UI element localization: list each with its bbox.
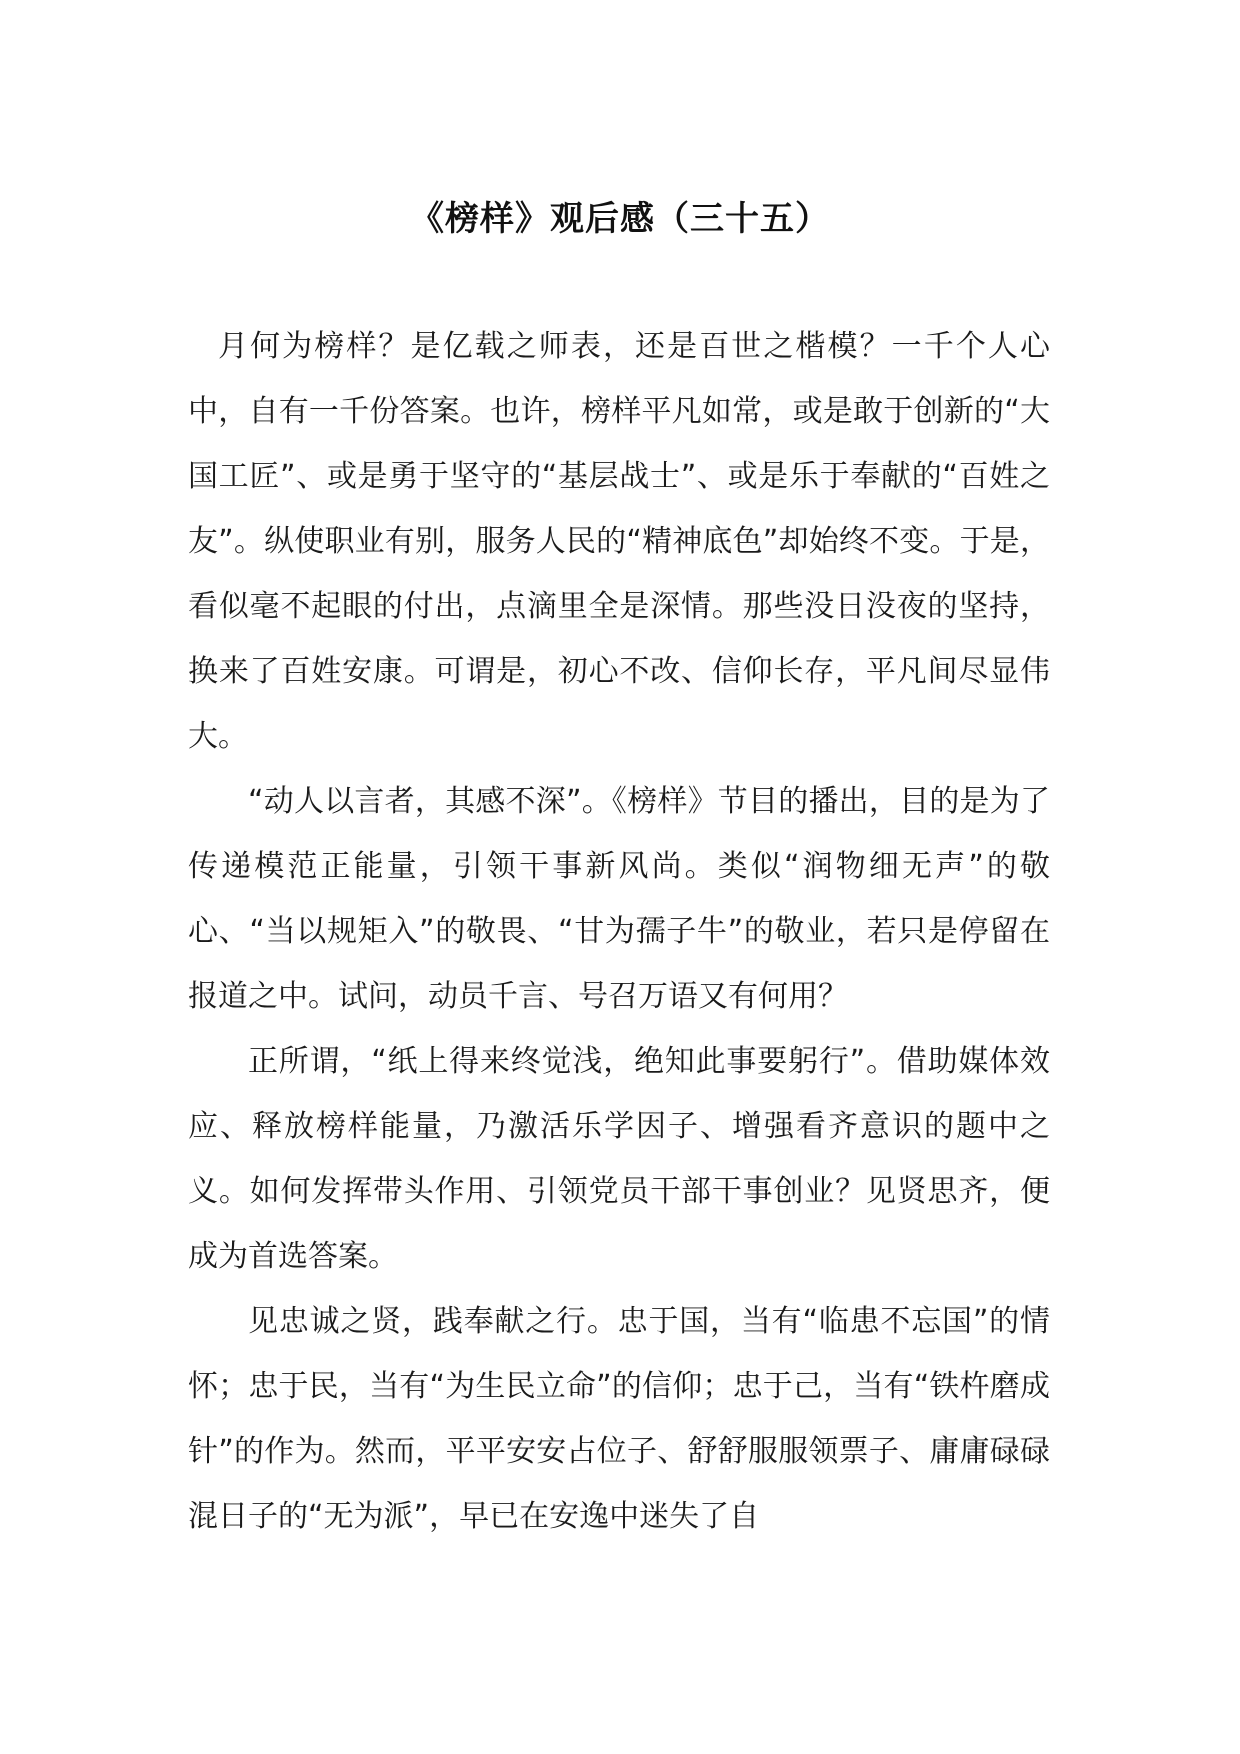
paragraph-3: 正所谓，“纸上得来终觉浅，绝知此事要躬行”。借助媒体效应、释放榜样能量，乃激活乐学因子、增强看齐意识的题中之义。如何发挥带头作用、引领党员干部干事创业？见贤思齐，便成为首选答案。 (188, 1044, 1050, 1274)
paragraph-2: “动人以言者，其感不深”。《榜样》节目的播出，目的是为了传递模范正能量，引领干事新风尚。类似“润物细无声”的敬心、“当以规矩入”的敬畏、“甘为孺子牛”的敬业，若只是停留在报道之中。试问，动员千言、号召万语又有何用？ (188, 784, 1050, 1014)
paragraph-1: 月何为榜样？是亿载之师表，还是百世之楷模？一千个人心中，自有一千份答案。也许，榜样平凡如常，或是敢于创新的“大国工匠”、或是勇于坚守的“基层战士”、或是乐于奉献的“百姓之友”。纵使职业有别，服务人民的“精神底色”却始终不变。于是，看似毫不起眼的付出，点滴里全是深情。那些没日没夜的坚持，换来了百姓安康。可谓是，初心不改、信仰长存，平凡间尽显伟大。 (188, 329, 1050, 754)
document-title: 《榜样》观后感（三十五） (410, 199, 830, 239)
paragraph-4: 见忠诚之贤，践奉献之行。忠于国，当有“临患不忘国”的情怀；忠于民，当有“为生民立命”的信仰；忠于己，当有“铁杵磨成针”的作为。然而，平平安安占位子、舒舒服服领票子、庸庸碌碌混日子的“无为派”，早已在安逸中迷失了自 (188, 1304, 1050, 1534)
document-body (188, 314, 1050, 1549)
